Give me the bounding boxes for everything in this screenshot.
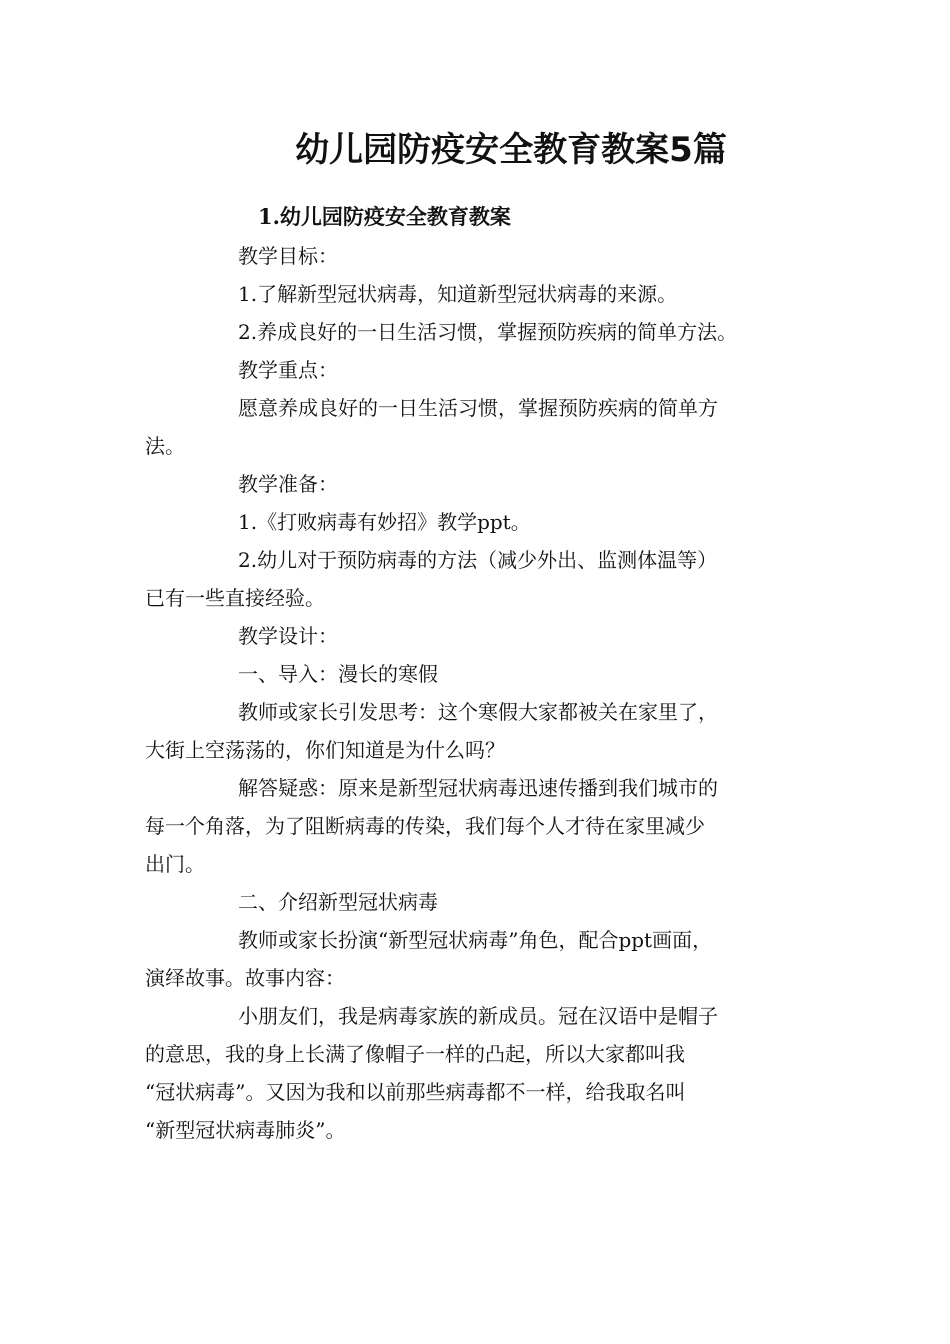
paragraph-line: 演绎故事。故事内容： — [145, 966, 345, 990]
paragraph-line: 教学目标： — [238, 244, 338, 268]
paragraph-line: 教学重点： — [238, 358, 338, 382]
paragraph-line: 小朋友们，我是病毒家族的新成员。冠在汉语中是帽子 — [238, 1004, 718, 1028]
paragraph-line: 愿意养成良好的一日生活习惯，掌握预防疾病的简单方 — [238, 396, 718, 420]
paragraph-line: 2.幼儿对于预防病毒的方法（减少外出、监测体温等） — [238, 548, 718, 572]
paragraph-line: 二、介绍新型冠状病毒 — [238, 890, 438, 914]
section-heading: 1.幼儿园防疫安全教育教案 — [258, 204, 511, 229]
paragraph-line: 教学设计： — [238, 624, 338, 648]
paragraph-line: 解答疑惑：原来是新型冠状病毒迅速传播到我们城市的 — [238, 776, 718, 800]
paragraph-line: 大街上空荡荡的，你们知道是为什么吗？ — [145, 738, 505, 762]
paragraph-line: “冠状病毒”。又因为我和以前那些病毒都不一样，给我取名叫 — [145, 1080, 686, 1104]
paragraph-line: 2.养成良好的一日生活习惯，掌握预防疾病的简单方法。 — [238, 320, 738, 344]
paragraph-line: 每一个角落，为了阻断病毒的传染，我们每个人才待在家里减少 — [145, 814, 705, 838]
paragraph-line: 的意思，我的身上长满了像帽子一样的凸起，所以大家都叫我 — [145, 1042, 685, 1066]
paragraph-line: 1.《打败病毒有妙招》教学ppt。 — [238, 510, 531, 534]
paragraph-line: 教学准备： — [238, 472, 338, 496]
paragraph-line: 一、导入：漫长的寒假 — [238, 662, 438, 686]
paragraph-line: 教师或家长引发思考：这个寒假大家都被关在家里了， — [238, 700, 718, 724]
document-title: 幼儿园防疫安全教育教案5篇 — [295, 130, 727, 170]
paragraph-line: 已有一些直接经验。 — [145, 586, 325, 610]
paragraph-line: 出门。 — [145, 852, 205, 876]
paragraph-line: 教师或家长扮演“新型冠状病毒”角色，配合ppt画面， — [238, 928, 713, 952]
paragraph-line: “新型冠状病毒肺炎”。 — [145, 1118, 346, 1142]
paragraph-line: 1.了解新型冠状病毒，知道新型冠状病毒的来源。 — [238, 282, 678, 306]
paragraph-line: 法。 — [145, 434, 185, 458]
